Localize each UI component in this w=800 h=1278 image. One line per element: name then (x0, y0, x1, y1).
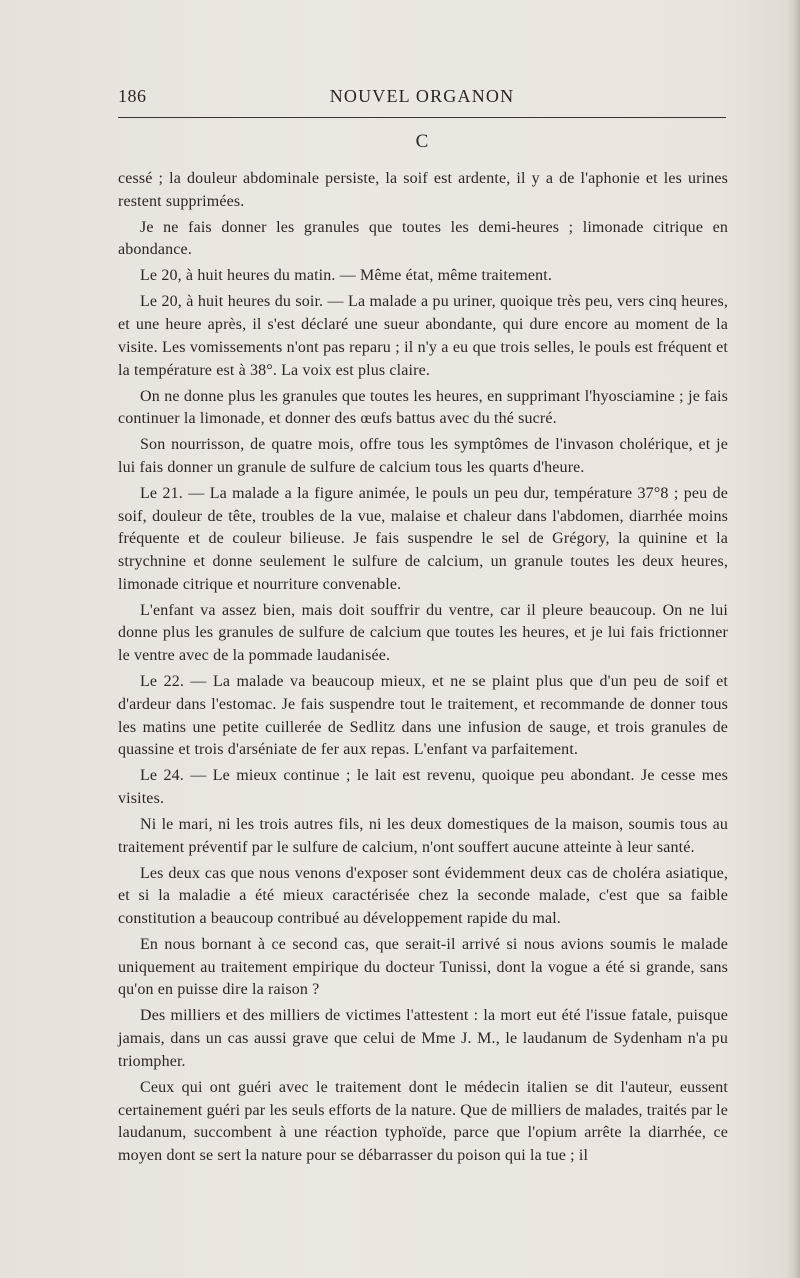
paragraph: Le 21. — La malade a la figure animée, le pouls un peu dur, température 37°8 ; peu de soif, douleur de tête, troubles de la vue, malaise et chaleur dans l'abdomen, diarrhée moins fréquente et de couleur bilieuse. Je fais suspendre le sel de Grégory, la quinine et la strychnine et donne seulement le sulfure de calcium, un granule toutes les deux heures, limonade citrique et nourriture convenable. (118, 484, 728, 593)
paragraph: Le 24. — Le mieux continue ; le lait est revenu, quoique peu abondant. Je cesse mes visites. (118, 767, 728, 807)
paragraph: Ni le mari, ni les trois autres fils, ni les deux domestiques de la maison, soumis tous au traitement préventif par le sulfure de calcium, n'ont souffert aucune atteinte à leur santé. (118, 815, 728, 856)
page-header (118, 86, 726, 112)
header-rule (118, 117, 726, 118)
section-mark: C (415, 131, 429, 152)
paragraph: Je ne fais donner les granules que toutes les demi-heures ; limonade citrique en abondance. (118, 218, 728, 259)
paragraph: cessé ; la douleur abdominale persiste, la soif est ardente, il y a de l'aphonie et les urines restent supprimées. (118, 170, 728, 210)
paragraph: Les deux cas que nous venons d'exposer sont évidemment deux cas de choléra asiatique, et si la maladie a été mieux caractérisée chez la seconde malade, c'est que sa faible constitution a beaucoup contribué au développement rapide du mal. (118, 864, 728, 928)
paragraph: L'enfant va assez bien, mais doit souffrir du ventre, car il pleure beaucoup. On ne lui donne plus les granules de sulfure de calcium que toutes les heures, et je lui fais frictionner le ventre avec de la pommade laudanisée. (118, 601, 728, 665)
paragraph: Le 22. — La malade va beaucoup mieux, et ne se plaint plus que d'un peu de soif et d'ardeur dans l'estomac. Je fais suspendre tout le traitement, et recommande de donner tous les matins une petite cuillerée de Sedlitz dans une infusion de sauge, et trois granules de quassine et trois d'arséniate de fer aux repas. L'enfant va parfaitement. (118, 673, 728, 759)
paragraph: En nous bornant à ce second cas, que serait-il arrivé si nous avions soumis le malade uniquement au traitement empirique du docteur Tunissi, dont la vogue a été si grande, sans qu'on en puisse dire la raison ? (118, 936, 728, 999)
paragraph: Le 20, à huit heures du matin. — Même état, même traitement. (140, 267, 552, 285)
paragraph: Le 20, à huit heures du soir. — La malade a pu uriner, quoique très peu, vers cinq heures, et une heure après, il s'est déclaré une sueur abondante, qui dure encore au moment de la visite. Les vomissements n'ont pas reparu ; il n'y a eu que trois selles, le pouls est fréquent et la température est à 38°. La voix est plus claire. (118, 293, 728, 379)
running-title: NOUVEL ORGANON (329, 86, 515, 106)
paragraph: Des milliers et des milliers de victimes l'attestent : la mort eut été l'issue fatale, puisque jamais, dans un cas aussi grave que celui de Mme J. M., le laudanum de Sydenham n'a pu triompher. (118, 1007, 728, 1070)
paragraph: Son nourrisson, de quatre mois, offre tous les symptômes de l'invason cholérique, et je lui fais donner un granule de sulfure de calcium tous les quarts d'heure. (118, 436, 728, 476)
paragraph: Ceux qui ont guéri avec le traitement dont le médecin italien se dit l'auteur, eussent certainement guéri par les seuls efforts de la nature. Que de milliers de malades, traités par le laudanum, succombent à une réaction typhoïde, parce que l'opium arrête la diarrhée, ce moyen dont se sert la nature pour se débarrasser du poison qui la tue ; il (118, 1078, 728, 1164)
paragraph: On ne donne plus les granules que toutes les heures, en supprimant l'hyosciamine ; je fais continuer la limonade, et donner des œufs battus avec du thé sucré. (118, 387, 728, 428)
page-edge-shadow (786, 0, 800, 1278)
page-number: 186 (118, 86, 147, 106)
body-text (118, 168, 728, 1171)
